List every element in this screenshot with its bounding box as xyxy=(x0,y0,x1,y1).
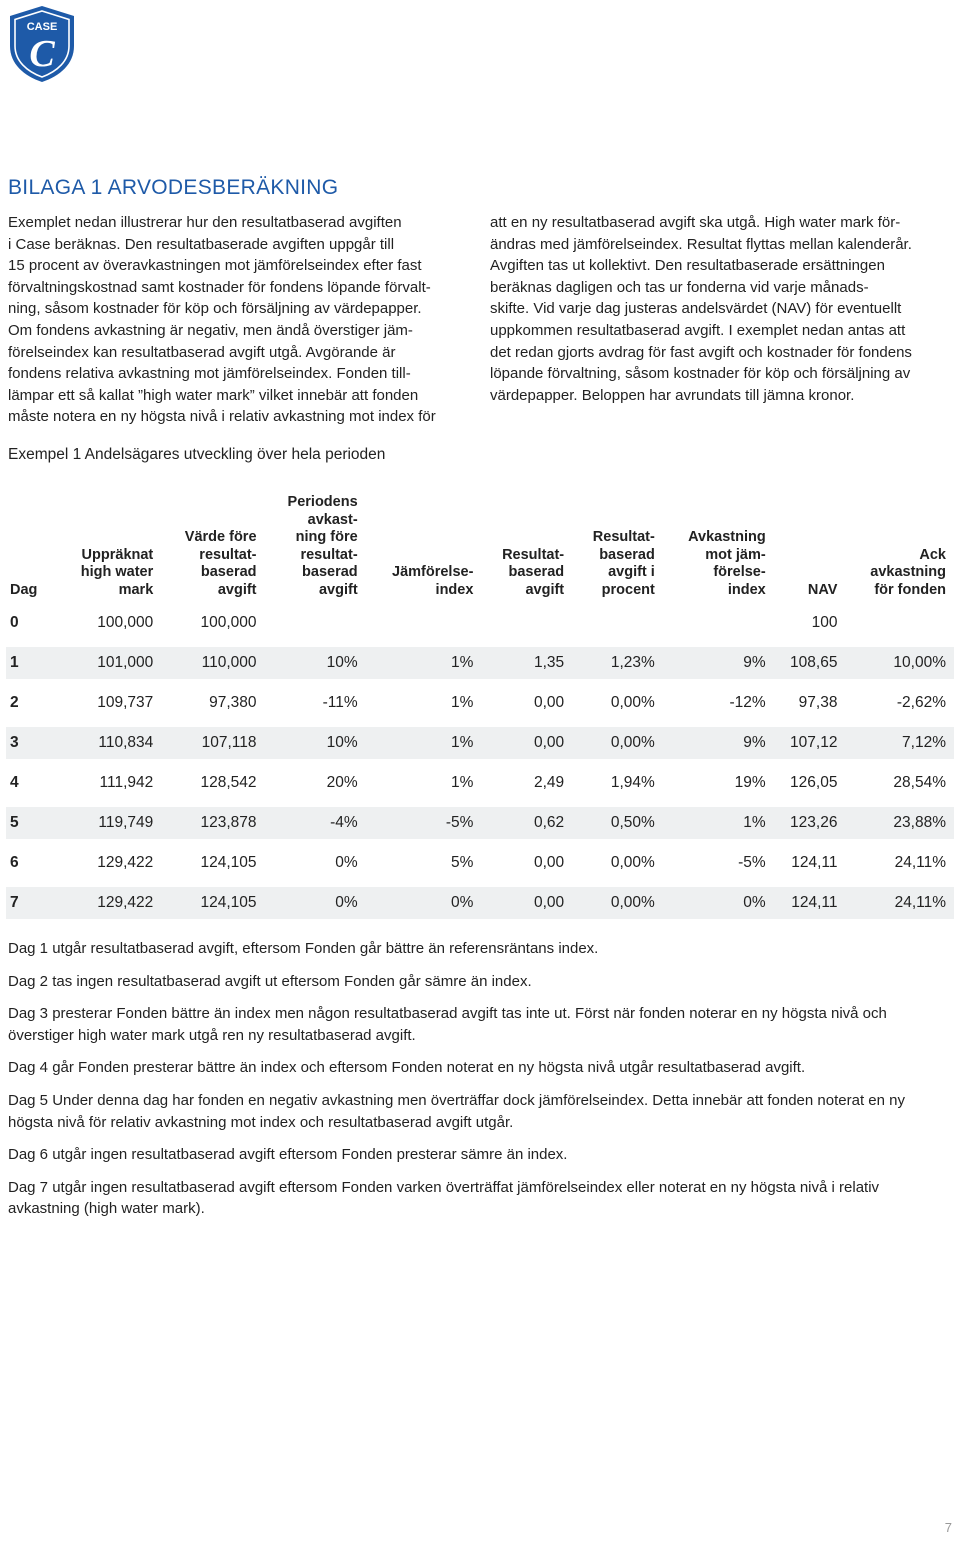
table-cell: 128,542 xyxy=(200,774,257,791)
table-cell: 28,54% xyxy=(893,774,946,791)
column-header-line: Resultat- xyxy=(592,529,655,545)
table-cell: 24,11% xyxy=(894,854,946,871)
column-header-line: baserad xyxy=(508,564,565,580)
column-header-line: baserad xyxy=(599,546,655,563)
column-header-line: förelse- xyxy=(713,564,766,580)
table-cell: 0,62 xyxy=(481,807,572,839)
intro-line: måste notera en ny högsta nivå i relativ avkastning mot index för xyxy=(8,408,436,426)
column-header-line: mot jäm- xyxy=(705,546,766,563)
table-cell: 1% xyxy=(451,774,474,791)
table-cell xyxy=(845,607,954,639)
column-header xyxy=(265,494,366,599)
intro-line: löpande förvaltning, såsom kostnader för köp och försäljning av xyxy=(490,365,911,383)
day-cell: 3 xyxy=(6,727,57,759)
column-header xyxy=(57,494,161,599)
column-header-line: index xyxy=(727,581,766,598)
fee-table xyxy=(6,486,954,927)
table-cell: -11% xyxy=(322,694,358,711)
column-header-line: resultat- xyxy=(300,546,358,563)
table-cell: -4% xyxy=(265,807,366,839)
table-cell xyxy=(481,607,572,639)
column-header-line: Avkastning xyxy=(688,529,766,545)
day-note: Dag 4 går Fonden presterar bättre än index och eftersom Fonden noterat en ny högsta nivå utgår resultatbaserad avgift. xyxy=(8,1059,806,1077)
table-cell: 0,00% xyxy=(572,727,663,759)
intro-line: förvaltningskostnad samt kostnader för fondens löpande förvalt- xyxy=(8,278,431,296)
intro-line: värdepapper. Beloppen har avrundats till jämna kronor. xyxy=(490,386,855,404)
day-note: Dag 6 utgår ingen resultatbaserad avgift eftersom Fonden presterar sämre än index. xyxy=(8,1146,568,1164)
table-cell: 101,000 xyxy=(57,647,161,679)
column-header-line: Dag xyxy=(10,581,38,598)
table-cell: 111,942 xyxy=(99,774,154,791)
table-row xyxy=(6,887,954,919)
table-row xyxy=(6,727,954,759)
table-row xyxy=(6,647,954,679)
column-header-line: NAV xyxy=(807,581,838,598)
table-cell: 9% xyxy=(663,727,774,759)
intro-line: uppkommen resultatbaserad avgift. I exemplet nedan antas att xyxy=(490,321,906,339)
table-cell: 1% xyxy=(366,727,482,759)
table-cell: 124,105 xyxy=(161,887,264,919)
column-header-line: procent xyxy=(601,581,655,598)
intro-line: förelseindex kan resultatbaserad avgift utgå. Avgörande är xyxy=(8,343,396,361)
day-note: Dag 1 utgår resultatbaserad avgift, eftersom Fonden går bättre än referensräntans index. xyxy=(8,940,599,957)
intro-line: det redan gjorts avdrag för fast avgift och kostnader för fondens xyxy=(490,343,912,361)
table-cell: 0,00% xyxy=(572,887,663,919)
table-cell: 0,00% xyxy=(610,854,655,871)
intro-line: att en ny resultatbaserad avgift ska utgå. High water mark för- xyxy=(490,214,901,231)
table-cell: 10% xyxy=(265,727,366,759)
table-cell: 124,11 xyxy=(791,854,838,871)
column-header-line: high water xyxy=(80,564,154,580)
column-header-line: baserad xyxy=(302,564,358,580)
intro-line: ändras med jämförelseindex. Resultat flyttas mellan kalenderår. xyxy=(490,235,912,253)
column-header xyxy=(845,494,954,599)
table-row xyxy=(6,767,954,799)
logo-letter: C xyxy=(29,33,55,75)
column-header xyxy=(663,494,774,599)
table-cell: 0% xyxy=(335,854,358,871)
table-cell: 124,105 xyxy=(200,854,257,871)
day-cell: 5 xyxy=(6,807,57,839)
intro-line: Exemplet nedan illustrerar hur den resultatbaserad avgiften xyxy=(8,214,402,231)
intro-line: 15 procent av överavkastningen mot jämförelseindex efter fast xyxy=(8,257,422,275)
intro-line: Om fondens avkastning är negativ, men ändå överstiger jäm- xyxy=(8,321,413,339)
day-notes xyxy=(8,938,954,1231)
table-row xyxy=(6,607,954,639)
column-header-line: Periodens xyxy=(287,494,358,510)
table-cell: 10,00% xyxy=(845,647,954,679)
table-cell: 100,000 xyxy=(97,614,154,631)
page-title: BILAGA 1 ARVODESBERÄKNING xyxy=(8,176,339,199)
table-cell: 129,422 xyxy=(97,854,154,871)
table-cell: 100 xyxy=(811,614,838,631)
table-cell: 108,65 xyxy=(774,647,846,679)
table-cell: 24,11% xyxy=(845,887,954,919)
table-cell: -5% xyxy=(738,854,766,871)
table-cell: 1% xyxy=(663,807,774,839)
table-cell: 124,11 xyxy=(774,887,846,919)
intro-left-column xyxy=(8,212,470,428)
table-row xyxy=(6,687,954,719)
column-header-line: avgift xyxy=(525,581,565,598)
column-header-line: avgift xyxy=(318,581,358,598)
table-cell: 109,737 xyxy=(97,694,154,711)
table-cell: 97,380 xyxy=(209,694,257,711)
day-cell: 1 xyxy=(6,647,57,679)
intro-line: skifte. Vid varje dag justeras andelsvärdet (NAV) för eventuellt xyxy=(490,300,902,318)
column-header xyxy=(6,494,57,599)
day-note: Dag 3 presterar Fonden bättre än index men någon resultatbaserad avgift tas inte ut. Först när fonden noterar en ny högsta nivå och överstiger high water mark utgå ren ny resultatbaserad avgift. xyxy=(8,1005,887,1044)
table-cell: 0% xyxy=(265,887,366,919)
column-header-line: Uppräknat xyxy=(81,546,154,563)
table-cell: 19% xyxy=(734,774,766,791)
day-cell: 7 xyxy=(6,887,57,919)
column-header-line: baserad xyxy=(200,564,257,580)
table-cell xyxy=(572,607,663,639)
column-header-line: resultat- xyxy=(199,546,257,563)
table-cell: 0% xyxy=(663,887,774,919)
table-cell: 1% xyxy=(366,647,482,679)
table-cell: 129,422 xyxy=(57,887,161,919)
intro-line: i Case beräknas. Den resultatbaserade avgiften uppgår till xyxy=(8,235,395,253)
table-cell: 10% xyxy=(265,647,366,679)
column-header-line: Resultat- xyxy=(502,546,565,563)
table-cell: 0,00 xyxy=(481,727,572,759)
table-cell: 123,26 xyxy=(774,807,846,839)
table-cell xyxy=(265,607,366,639)
table-row xyxy=(6,847,954,879)
table-cell: 110,000 xyxy=(161,647,264,679)
table-cell: 0,50% xyxy=(572,807,663,839)
table-cell: 0,00 xyxy=(533,694,565,711)
table-cell: 119,749 xyxy=(57,807,161,839)
column-header-line: avgift i xyxy=(608,564,655,580)
table-header-row xyxy=(6,494,954,599)
table-cell: 97,38 xyxy=(798,694,838,711)
column-header-line: index xyxy=(435,581,474,598)
column-header-line: ning före xyxy=(295,529,358,545)
column-header-line: avkast- xyxy=(307,511,358,528)
column-header-line: Värde före xyxy=(184,529,257,545)
intro-line: beräknas dagligen och tas ur fonderna vid varje månads- xyxy=(490,278,869,296)
table-cell: 9% xyxy=(663,647,774,679)
intro-right-column xyxy=(490,212,944,428)
intro-line: Avgiften tas ut kollektivt. Den resultatbaserade ersättningen xyxy=(490,257,885,275)
table-cell: 107,118 xyxy=(161,727,264,759)
day-note: Dag 5 Under denna dag har fonden en negativ avkastning men överträffar dock jämförelseindex. Detta innebär att fonden noterat en ny högsta nivå för relativ avkastning mot index och resultatbaserad avgift utgår. xyxy=(8,1091,905,1131)
table-cell: 123,878 xyxy=(161,807,264,839)
table-cell: -5% xyxy=(366,807,482,839)
table-cell: 1% xyxy=(451,694,474,711)
day-note: Dag 7 utgår ingen resultatbaserad avgift eftersom Fonden varken överträffat jämförelseindex eller noterat en ny högsta nivå i relativ avkastning (high water mark). xyxy=(8,1178,880,1218)
column-header-line: avkastning xyxy=(870,564,946,580)
table-cell: 0% xyxy=(366,887,482,919)
column-header-line: Jämförelse- xyxy=(392,564,474,580)
day-cell: 0 xyxy=(10,614,19,631)
column-header-line: mark xyxy=(118,581,154,598)
table-cell: 7,12% xyxy=(845,727,954,759)
column-header-line: Ack xyxy=(919,546,946,563)
logo-text: CASE xyxy=(26,21,58,33)
table-cell: 5% xyxy=(451,854,474,871)
column-header-line: avgift xyxy=(217,581,257,598)
table-cell xyxy=(366,607,482,639)
table-cell: 23,88% xyxy=(845,807,954,839)
intro-line: ning, såsom kostnader för köp och försäljning av värdepapper. xyxy=(8,300,422,318)
table-cell: -2,62% xyxy=(896,694,946,711)
column-header-line: för fonden xyxy=(874,581,946,598)
table-cell: 107,12 xyxy=(774,727,846,759)
table-cell: 1,94% xyxy=(610,774,655,791)
case-logo xyxy=(6,4,78,84)
table-cell: -12% xyxy=(729,694,766,711)
intro-text xyxy=(8,212,944,428)
column-header xyxy=(774,494,846,599)
table-cell: 126,05 xyxy=(790,774,838,791)
column-header xyxy=(481,494,572,599)
day-cell: 6 xyxy=(10,854,19,871)
column-header xyxy=(366,494,482,599)
table-cell: 2,49 xyxy=(533,774,565,791)
day-cell: 4 xyxy=(10,774,19,791)
table-cell: 1,35 xyxy=(481,647,572,679)
table-cell: 1,23% xyxy=(572,647,663,679)
table-row xyxy=(6,807,954,839)
intro-line: fondens relativa avkastning mot jämförelseindex. Fonden till- xyxy=(8,365,411,383)
table-cell: 0,00 xyxy=(481,887,572,919)
table-cell: 0,00 xyxy=(533,854,565,871)
example-title: Exempel 1 Andelsägares utveckling över hela perioden xyxy=(8,446,386,463)
table-cell xyxy=(663,607,774,639)
day-note: Dag 2 tas ingen resultatbaserad avgift ut eftersom Fonden går sämre än index. xyxy=(8,972,532,990)
day-cell: 2 xyxy=(10,694,19,711)
column-header xyxy=(161,494,264,599)
table-cell: 110,834 xyxy=(57,727,161,759)
intro-line: lämpar ett så kallat ”high water mark” vilket innebär att fonden xyxy=(8,386,419,404)
column-header xyxy=(572,494,663,599)
page-number: 7 xyxy=(944,1520,952,1535)
table-cell: 100,000 xyxy=(200,614,257,631)
table-cell: 20% xyxy=(326,774,358,791)
table-cell: 0,00% xyxy=(610,694,655,711)
